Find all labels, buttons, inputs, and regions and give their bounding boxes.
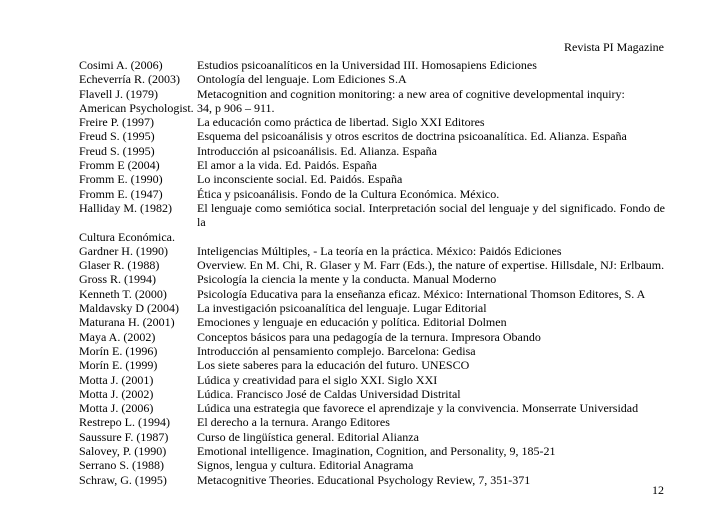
reference-author: Motta J. (2001) [79,372,154,387]
reference-text: Lúdica y creatividad para el siglo XXI. Siglo XXI [197,372,438,387]
reference-text: Psicología la ciencia la mente y la conducta. Manual Moderno [197,272,497,287]
reference-entry [79,430,665,444]
reference-text: Signos, lengua y cultura. Editorial Anagrama [197,458,414,473]
reference-entry [79,144,665,158]
reference-author: Serrano S. (1988) [79,458,164,473]
reference-continuation: Cultura Económica. [79,229,175,244]
reference-text: Psicología Educativa para la enseñanza eficaz. México: International Thomson Editores, S. A [197,286,646,301]
reference-text: Lúdica una estrategia que favorece el aprendizaje y la convivencia. Monserrate Universidad [197,401,639,416]
reference-author: Gardner H. (1990) [79,243,168,258]
reference-author: Maldavsky D (2004) [79,301,179,316]
reference-entry [79,387,665,401]
reference-text: La investigación psicoanalítica del lenguaje. Lugar Editorial [197,301,487,316]
reference-author: Gross R. (1994) [79,272,156,287]
reference-entry [79,415,665,429]
reference-text: La educación como práctica de libertad. Siglo XXI Editores [197,115,485,130]
reference-text: Estudios psicoanalíticos en la Universidad III. Homosapiens Ediciones [197,58,537,72]
reference-entry [79,201,665,230]
reference-author: Echeverría R. (2003) [79,72,180,87]
reference-entry [79,272,665,286]
reference-author: Fromm E. (1990) [79,172,163,187]
reference-author: Restrepo L. (1994) [79,415,170,430]
reference-entry [79,258,665,272]
reference-author: Maya A. (2002) [79,329,156,344]
reference-entry [79,444,665,458]
reference-entry [79,58,665,72]
reference-list [79,58,665,487]
reference-author: Morín E. (1999) [79,358,158,373]
reference-text: Conceptos básicos para una pedagogía de la ternura. Impresora Obando [197,329,541,344]
reference-text: Metacognitive Theories. Educational Psychology Review, 7, 351-371 [197,472,531,487]
reference-entry [79,101,665,115]
reference-entry [79,401,665,415]
reference-author: Morín E. (1996) [79,343,158,358]
reference-author: Motta J. (2006) [79,401,154,416]
reference-author: Glaser R. (1988) [79,258,160,273]
reference-text: Metacognition and cognition monitoring: a new area of cognitive developmental inquiry: [197,86,625,101]
reference-text: Esquema del psicoanálisis y otros escritos de doctrina psicoanalítica. Ed. Alianza. España [197,129,627,144]
reference-entry [79,373,665,387]
reference-text: Introducción al pensamiento complejo. Barcelona: Gedisa [197,343,476,358]
reference-text: Lo inconsciente social. Ed. Paidós. España [197,172,403,187]
reference-author: Schraw, G. (1995) [79,472,167,487]
reference-entry [79,187,665,201]
reference-text: Introducción al psicoanálisis. Ed. Alianza. España [197,143,437,158]
page-number: 12 [652,483,664,497]
reference-text: Ética y psicoanálisis. Fondo de la Cultura Económica. México. [197,186,500,201]
reference-author: Fromm E (2004) [79,158,160,173]
reference-entry [79,72,665,86]
reference-author: Saussure F. (1987) [79,429,169,444]
reference-text: Los siete saberes para la educación del futuro. UNESCO [197,358,470,373]
reference-text: Overview. En M. Chi, R. Glaser y M. Farr (Eds.), the nature of expertise. Hillsdale, NJ: Erlbaum. [197,258,665,273]
reference-text: Emotional intelligence. Imagination, Cognition, and Personality, 9, 185-21 [197,444,556,459]
reference-entry [79,158,665,172]
reference-author: American Psychologist. [79,100,194,115]
reference-author: Fromm E. (1947) [79,186,163,201]
reference-entry [79,330,665,344]
reference-entry [79,344,665,358]
reference-entry [79,287,665,301]
reference-author: Freud S. (1995) [79,143,155,158]
running-header: Revista PI Magazine [564,40,664,54]
reference-author: Kenneth T. (2000) [79,286,167,301]
reference-author: Freire P. (1997) [79,115,154,130]
reference-author: Halliday M. (1982) [79,200,172,215]
reference-author: Cosimi A. (2006) [79,58,163,72]
reference-text: El amor a la vida. Ed. Paidós. España [197,158,377,173]
reference-text: 34, p 906 – 911. [197,100,275,115]
reference-text: Lúdica. Francisco José de Caldas Universidad Distrital [197,386,461,401]
reference-text: El derecho a la ternura. Arango Editores [197,415,390,430]
reference-author: Freud S. (1995) [79,129,155,144]
reference-text: Inteligencias Múltiples, - La teoría en la práctica. México: Paidós Ediciones [197,243,562,258]
reference-entry [79,301,665,315]
reference-entry [79,244,665,258]
reference-entry [79,172,665,186]
reference-author: Motta J. (2002) [79,386,154,401]
reference-entry [79,358,665,372]
reference-entry [79,315,665,329]
reference-author: Maturana H. (2001) [79,315,175,330]
reference-author: Flavell J. (1979) [79,86,158,101]
reference-author: Salovey, P. (1990) [79,444,167,459]
reference-entry [79,87,665,101]
reference-text: El lenguaje como semiótica social. Interpretación social del lenguaje y del significado. Fondo de la [197,200,665,230]
reference-entry [79,458,665,472]
reference-entry [79,115,665,129]
reference-text: Ontología del lenguaje. Lom Ediciones S.A [197,72,407,87]
reference-text: Curso de lingüística general. Editorial Alianza [197,429,419,444]
reference-entry [79,129,665,143]
reference-text: Emociones y lenguaje en educación y política. Editorial Dolmen [197,315,507,330]
